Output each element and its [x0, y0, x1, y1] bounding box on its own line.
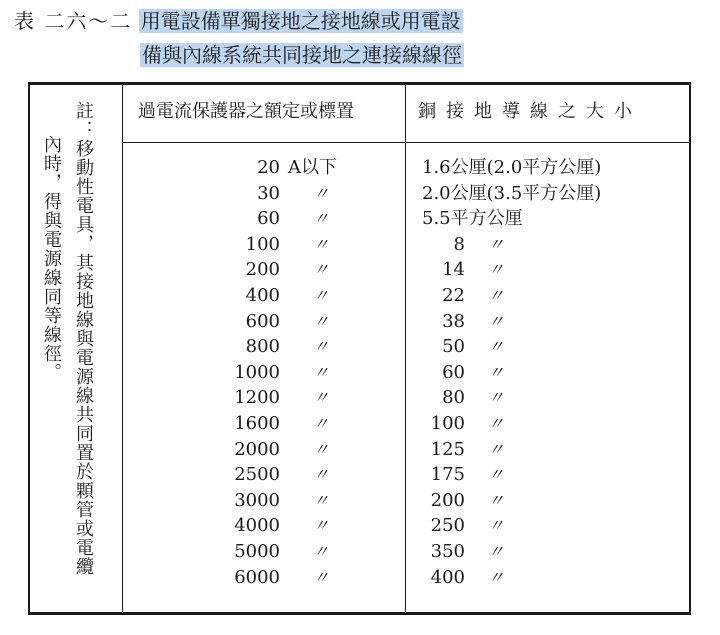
wire-ditto: 〃	[488, 337, 505, 357]
wire-value: 14	[442, 259, 465, 281]
wire-ditto: 〃	[488, 311, 505, 331]
note-divider	[122, 85, 123, 612]
wire-value: 8	[453, 233, 465, 255]
wire-ditto: 〃	[488, 286, 505, 305]
rating-value: 20	[257, 157, 280, 178]
header-copper-wire-size: 銅接地導線之大小	[418, 101, 642, 122]
rating-ditto: 〃	[313, 542, 330, 561]
wire-value: 5.5平方公厘	[422, 208, 523, 230]
wire-ditto: 〃	[488, 490, 505, 510]
header-divider	[122, 142, 689, 143]
wire-value: 60	[442, 361, 465, 383]
rating-value: 100	[245, 233, 280, 255]
rating-value: 1000	[234, 361, 280, 383]
note-column-1: 註：移動性電具，其接地線與電源線共同置於顆管或電纜	[73, 101, 94, 576]
rating-value: 3000	[234, 489, 280, 511]
wire-ditto: 〃	[488, 234, 505, 254]
rating-value: 800	[245, 336, 280, 358]
rating-value: 600	[245, 310, 280, 332]
wire-ditto: 〃	[488, 516, 505, 536]
table-title-line1	[14, 8, 463, 34]
wire-ditto: 〃	[488, 542, 505, 561]
rating-ditto: 〃	[313, 490, 330, 510]
wire-value: 2.0公厘(3.5平方公厘)	[422, 182, 602, 204]
wire-value: 22	[442, 285, 465, 306]
rating-ditto: 〃	[313, 388, 330, 408]
wire-value: 80	[442, 387, 465, 409]
rating-value: 4000	[234, 515, 280, 537]
rating-ditto: 〃	[313, 516, 330, 536]
rating-ditto: 〃	[313, 183, 330, 203]
wire-ditto: 〃	[488, 414, 505, 433]
rating-value: 6000	[234, 566, 280, 588]
table-title-line2	[140, 42, 464, 68]
rating-value: 2500	[234, 464, 280, 486]
header-breaker-rating: 過電流保護器之額定或標置	[138, 101, 354, 122]
wire-value: 100	[430, 413, 465, 434]
rating-value: 400	[245, 285, 280, 306]
rating-value: 30	[257, 182, 280, 204]
wire-ditto: 〃	[488, 439, 505, 459]
rating-ditto: 〃	[313, 234, 330, 254]
column-divider	[405, 85, 406, 612]
wire-value: 350	[430, 541, 465, 562]
rating-value: 1600	[234, 413, 280, 434]
wire-ditto: 〃	[488, 388, 505, 408]
rating-value: 200	[245, 259, 280, 281]
wire-ditto: 〃	[488, 362, 505, 382]
wire-value: 1.6公厘(2.0平方公厘)	[422, 157, 602, 178]
table-title-text-2: 備與內線系統共同接地之連接線線徑	[142, 43, 462, 67]
wire-ditto: 〃	[488, 465, 505, 485]
rating-ditto: 〃	[313, 465, 330, 485]
rating-value: 60	[257, 208, 280, 230]
wire-ditto: 〃	[488, 260, 505, 280]
rating-ditto: 〃	[313, 567, 330, 587]
wire-ditto: 〃	[488, 567, 505, 587]
wire-value: 50	[442, 336, 465, 358]
wire-value: 38	[442, 310, 465, 332]
wire-value: 400	[430, 566, 465, 588]
grounding-wire-table	[28, 82, 691, 615]
rating-ditto: 〃	[313, 311, 330, 331]
rating-ditto: 〃	[313, 337, 330, 357]
rating-value: 1200	[234, 387, 280, 409]
wire-value: 200	[430, 489, 465, 511]
wire-value: 250	[430, 515, 465, 537]
rating-ditto: 〃	[313, 286, 330, 305]
rating-ditto: 〃	[313, 209, 330, 229]
rating-ditto: 〃	[313, 260, 330, 280]
rating-ditto: 〃	[313, 414, 330, 433]
note-column-2: 內時，得與電源線同等線徑。	[41, 135, 62, 382]
table-title-text-1: 用電設備單獨接地之接地線或用電設	[140, 9, 461, 33]
wire-value: 125	[430, 438, 465, 460]
rating-ditto: 〃	[313, 439, 330, 459]
rating-unit: A以下	[288, 157, 337, 178]
rating-value: 2000	[234, 438, 280, 460]
table-number: 表 二六～二	[14, 9, 133, 33]
rating-value: 5000	[234, 541, 280, 562]
rating-ditto: 〃	[313, 362, 330, 382]
wire-value: 175	[430, 464, 465, 486]
